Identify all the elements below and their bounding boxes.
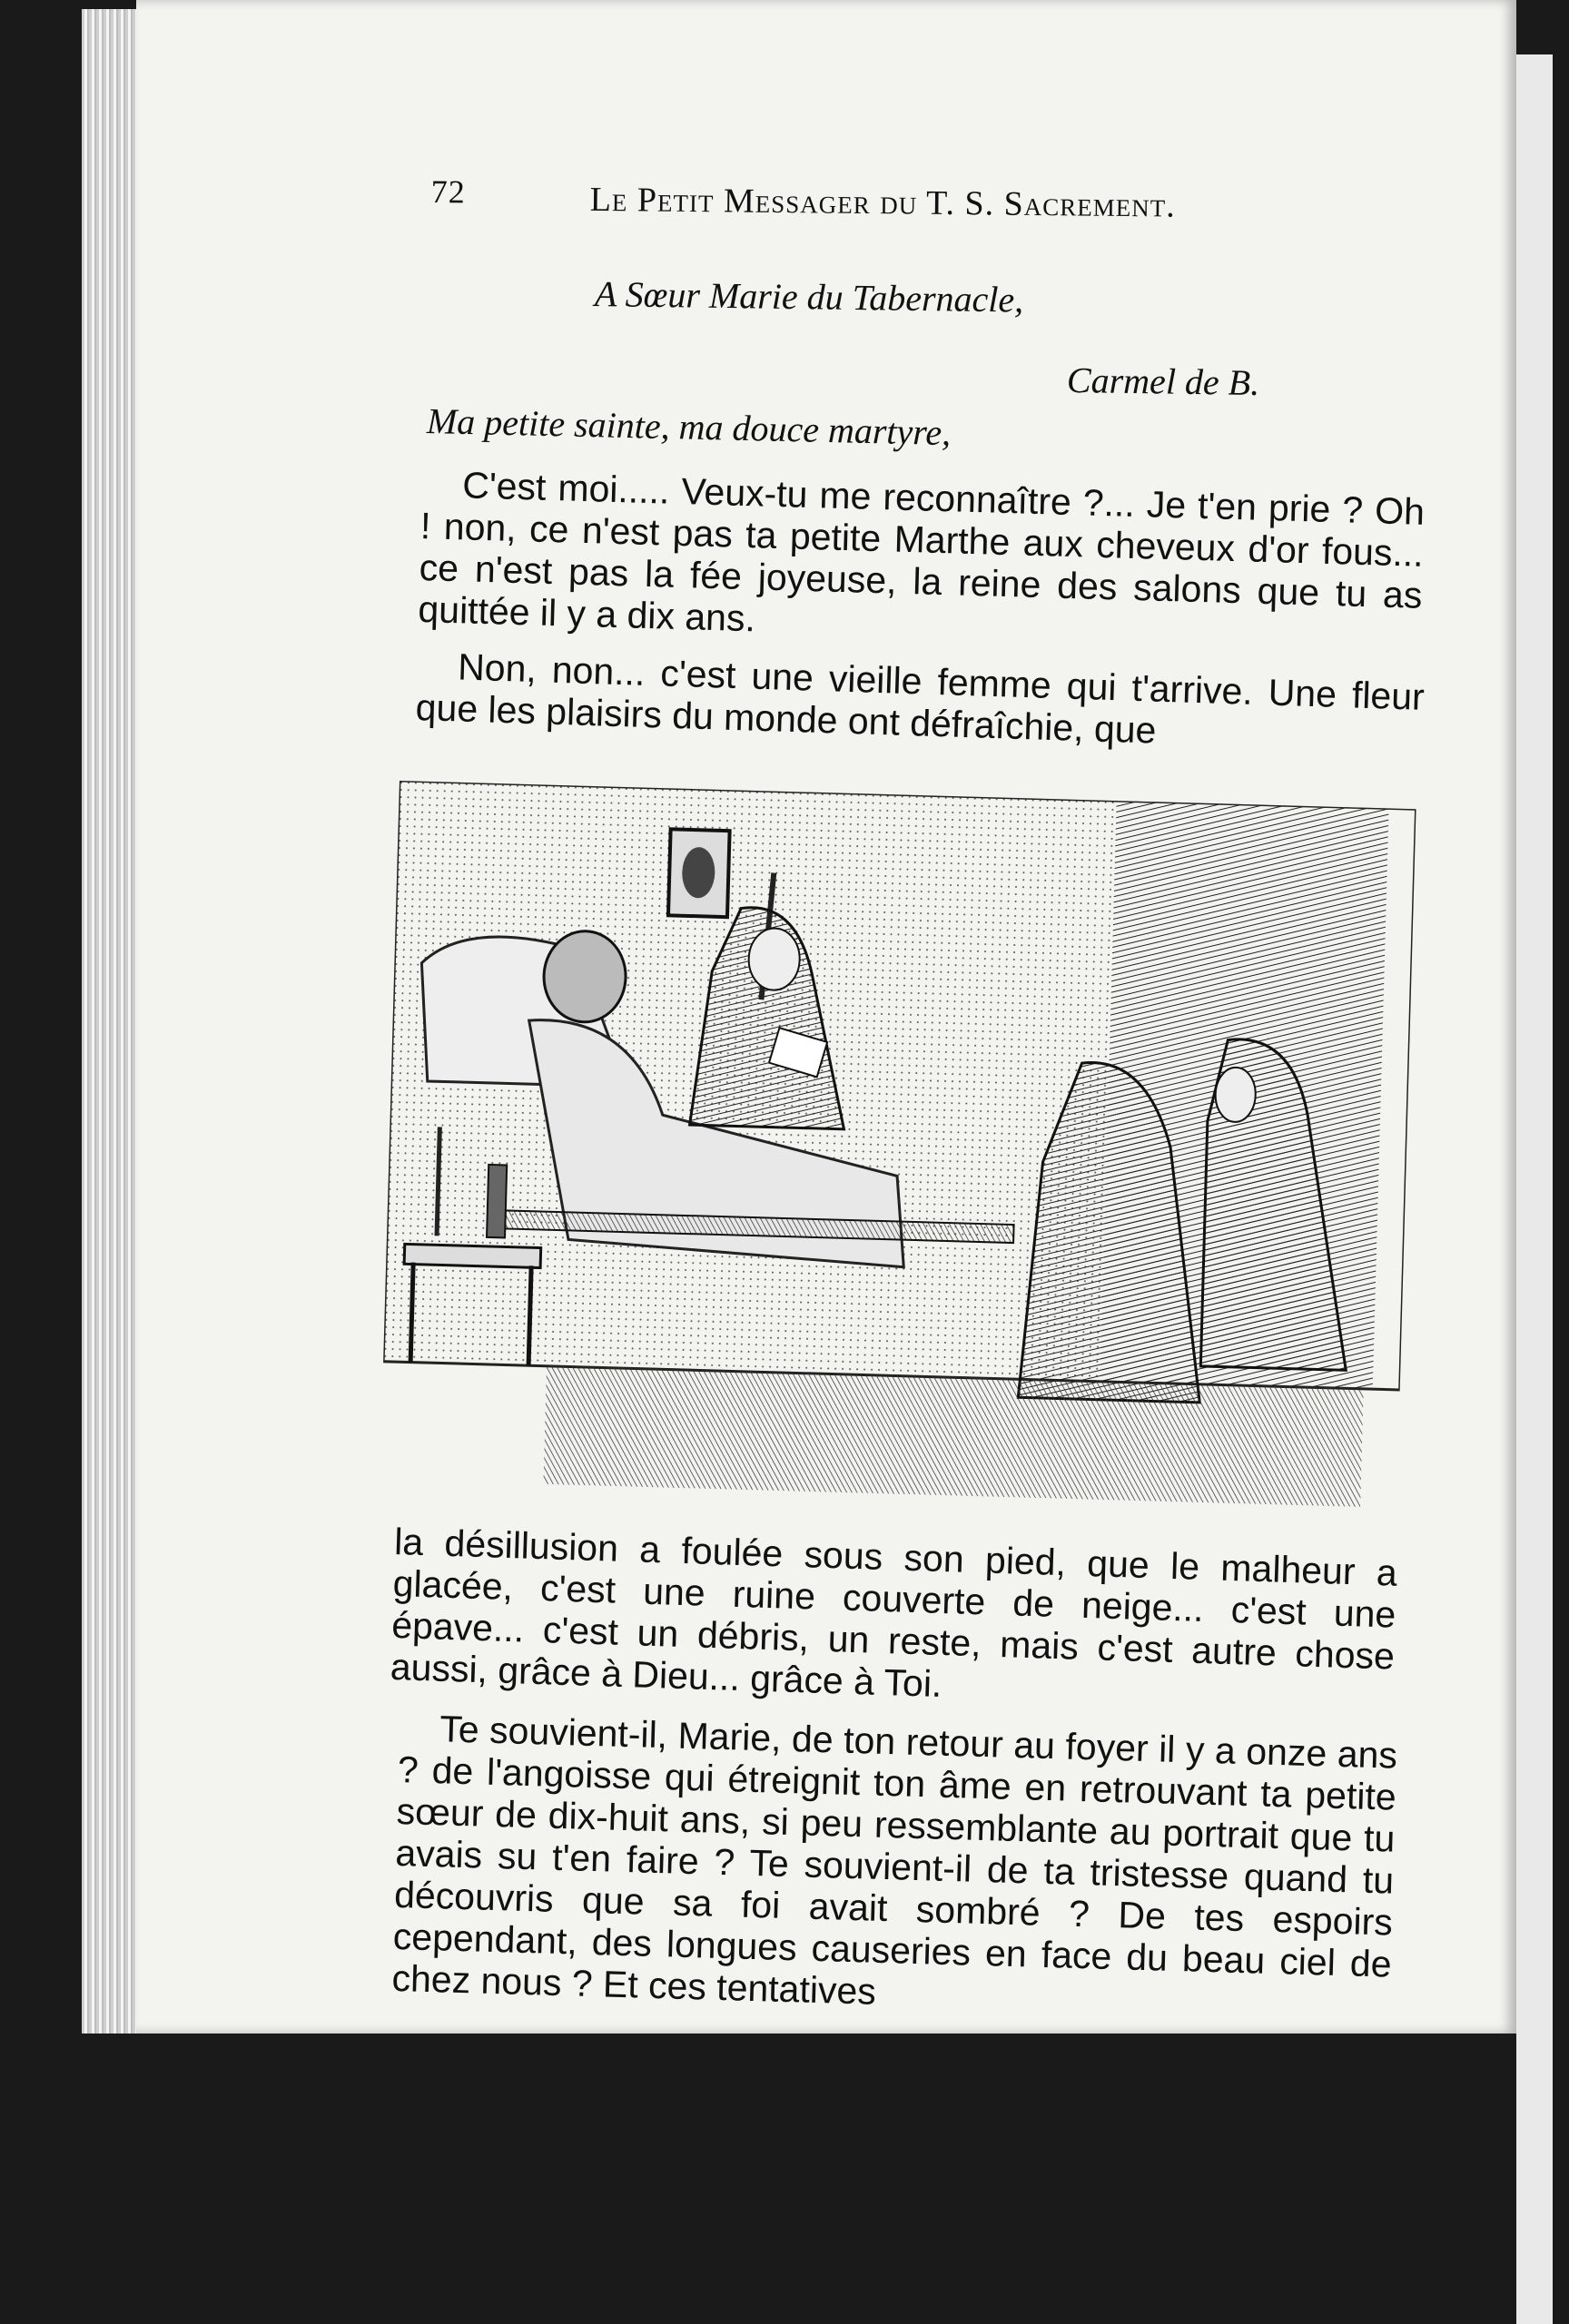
engraving-image <box>380 781 1416 1517</box>
paragraph-2: Non, non... c'est une vieille femme qui t'arrive. Une fleur que les plaisirs du monde ont défraîchie, que <box>415 645 1426 752</box>
address-line-2: Carmel de B. <box>1066 359 1260 403</box>
facing-page-edge <box>1516 54 1553 2324</box>
paragraph-4: Te souvient-il, Marie, de ton retour au foyer il y a onze ans ? de l'angoisse qui étreignit ton âme en retrouvant ta petite sœur de dix-huit ans, si peu ressemblante au portrait que tu avais su t'en faire ? Te souvient-il de ta tristesse quand tu découvris que sa foi avait sombré ? De tes espoirs cependant, des longues causeries en face du beau ciel de chez nous ? Et ces tentatives <box>391 1708 1398 2013</box>
paragraph-1: C'est moi..... Veux-tu me reconnaître ?... Je t'en prie ? Oh ! non, ce n'est pas ta petite Marthe aux cheveux d'or fous... ce n'est pas la fée joyeuse, la reine des salons que tu as quittée il y a dix ans. <box>417 464 1426 640</box>
running-title: Le Petit Messager du T. S. Sacrement. <box>589 180 1176 225</box>
floor <box>543 1366 1363 1507</box>
bedside-table <box>404 1244 541 1267</box>
paragraph-3: la désillusion a foulée sous son pied, que le malheur a glacée, c'est une ruine couverte de neige... c'est une épave... c'est un débris, un reste, mais c'est autre chose aussi, grâce à Dieu... grâce à Toi. <box>390 1521 1398 1705</box>
page-number: 72 <box>430 172 466 211</box>
table-candle <box>437 1127 439 1236</box>
salutation: Ma petite sainte, ma douce martyre, <box>426 400 952 454</box>
sick-woman-head <box>543 931 627 1023</box>
illustration-engraving <box>380 781 1416 1517</box>
statuette <box>487 1165 507 1238</box>
address-line-1: A Sœur Marie du Tabernacle, <box>594 273 1024 320</box>
